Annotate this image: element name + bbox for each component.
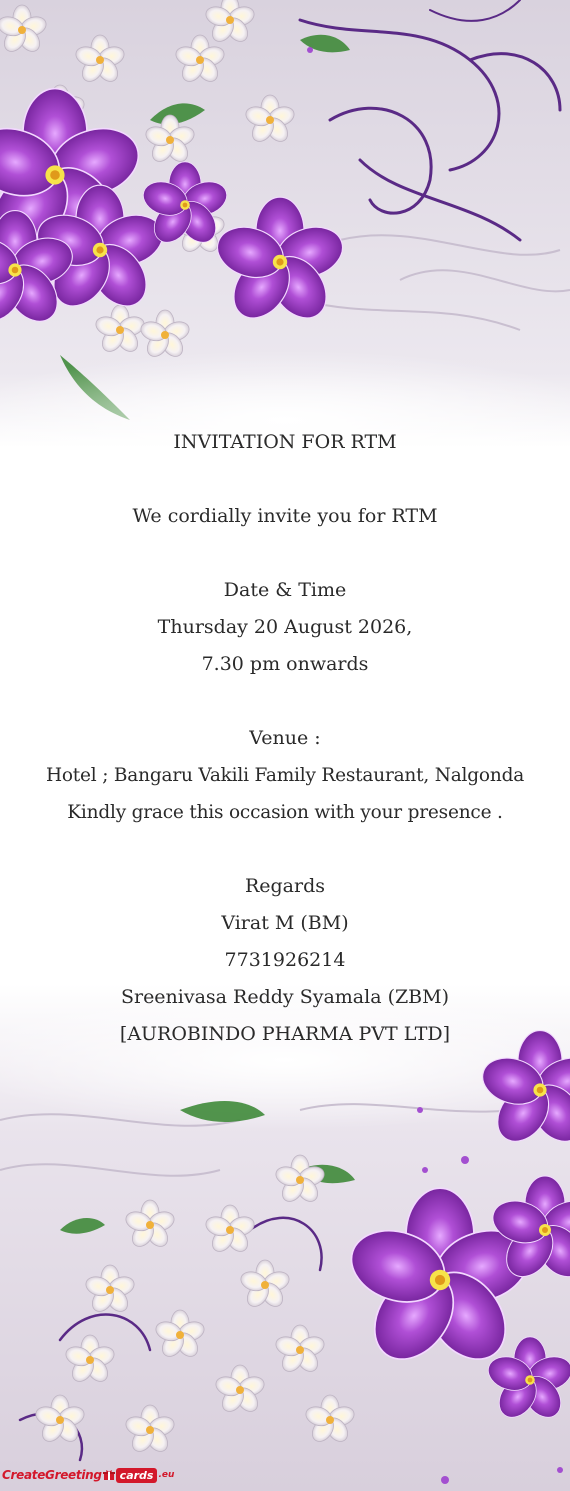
invitation-text	[0, 424, 570, 1053]
watermark-tld: .eu	[158, 1470, 175, 1480]
event-date: Thursday 20 August 2026,	[157, 616, 413, 638]
watermark-cards: cards	[116, 1468, 158, 1483]
bottom-white-blossoms	[33, 1155, 356, 1456]
watermark-logo[interactable]	[2, 1462, 174, 1488]
second-sender: Sreenivasa Reddy Syamala (ZBM)	[120, 986, 450, 1008]
date-heading: Date & Time	[223, 579, 347, 601]
regards-heading: Regards	[244, 875, 326, 897]
company-name: [AUROBINDO PHARMA PVT LTD]	[119, 1023, 451, 1045]
sender-phone: 7731926214	[224, 949, 346, 971]
top-swirls	[300, 0, 560, 240]
grace-line: Kindly grace this occasion with your presence .	[67, 802, 503, 823]
sender-name: Virat M (BM)	[221, 912, 349, 934]
gift-icon	[103, 1469, 115, 1481]
invite-line: We cordially invite you for RTM	[132, 505, 438, 527]
venue-text: Hotel ; Bangaru Vakili Family Restaurant, Nalgonda	[45, 765, 525, 786]
event-time: 7.30 pm onwards	[201, 653, 369, 675]
watermark-brand: CreateGreeting	[2, 1468, 102, 1482]
invitation-title: INVITATION FOR RTM	[173, 431, 397, 453]
venue-heading: Venue :	[249, 727, 321, 749]
